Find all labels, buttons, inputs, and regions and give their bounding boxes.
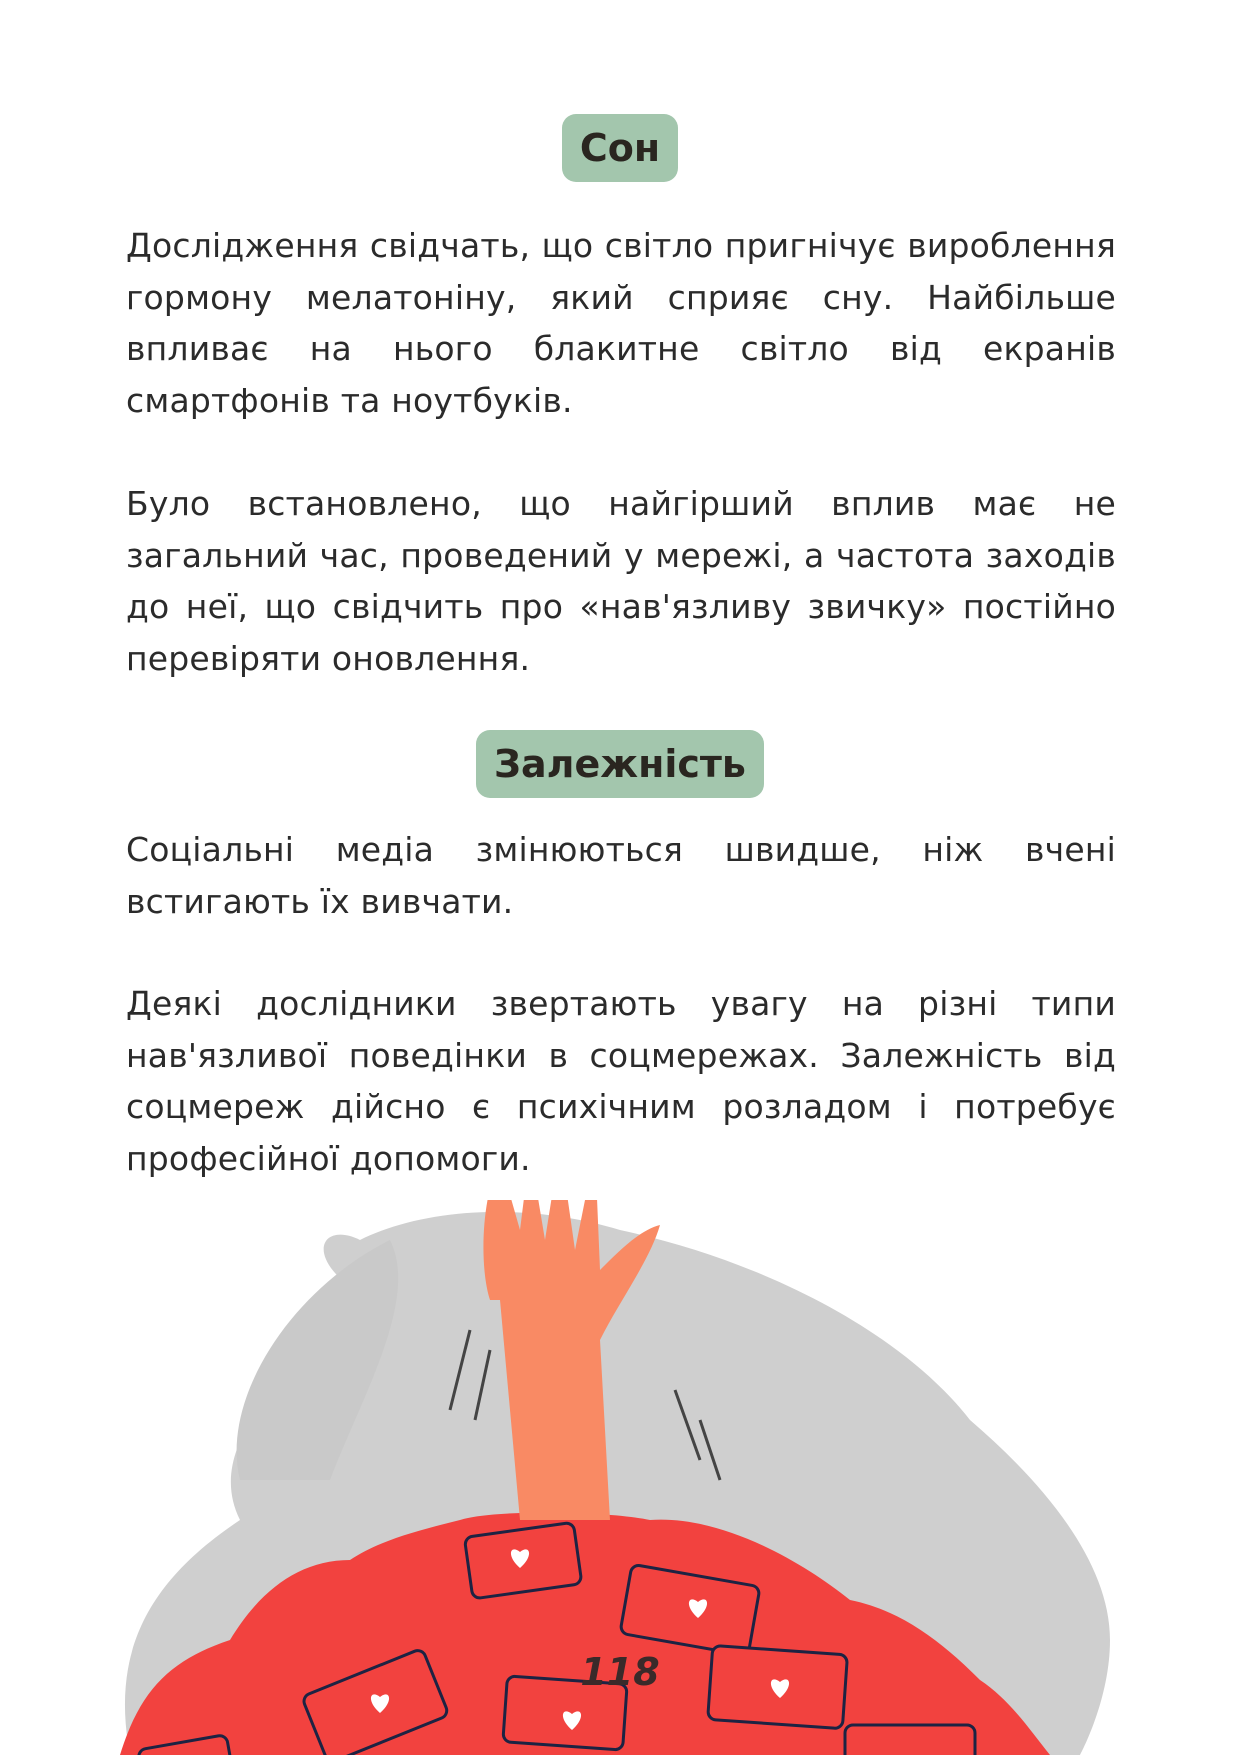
section-heading-addiction: Залежність [476, 730, 764, 798]
paragraph-addiction-2: Деякі дослідники звертають увагу на різні типи нав'язливої поведінки в соцмережах. Залежність від соцмереж дійсно є психічним розладом і потребує професійної допомоги. [126, 984, 1116, 1178]
paragraph-addiction-1: Соціальні медіа змінюються швидше, ніж вчені встигають їх вивчати. [126, 830, 1116, 921]
section-heading-sleep: Сон [562, 114, 678, 182]
paragraph-sleep-2: Було встановлено, що найгірший вплив має не загальний час, проведений у мережі, а частота заходів до неї, що свідчить про «нав'язливу звичку» постійно перевіряти оновлення. [126, 484, 1116, 678]
paragraph-sleep-1: Дослідження свідчать, що світло пригнічує вироблення гормону мелатоніну, який сприяє сну. Найбільше впливає на нього блакитне світло від екранів смартфонів та ноутбуків. [126, 226, 1116, 420]
page-number: 118 [580, 1650, 660, 1694]
